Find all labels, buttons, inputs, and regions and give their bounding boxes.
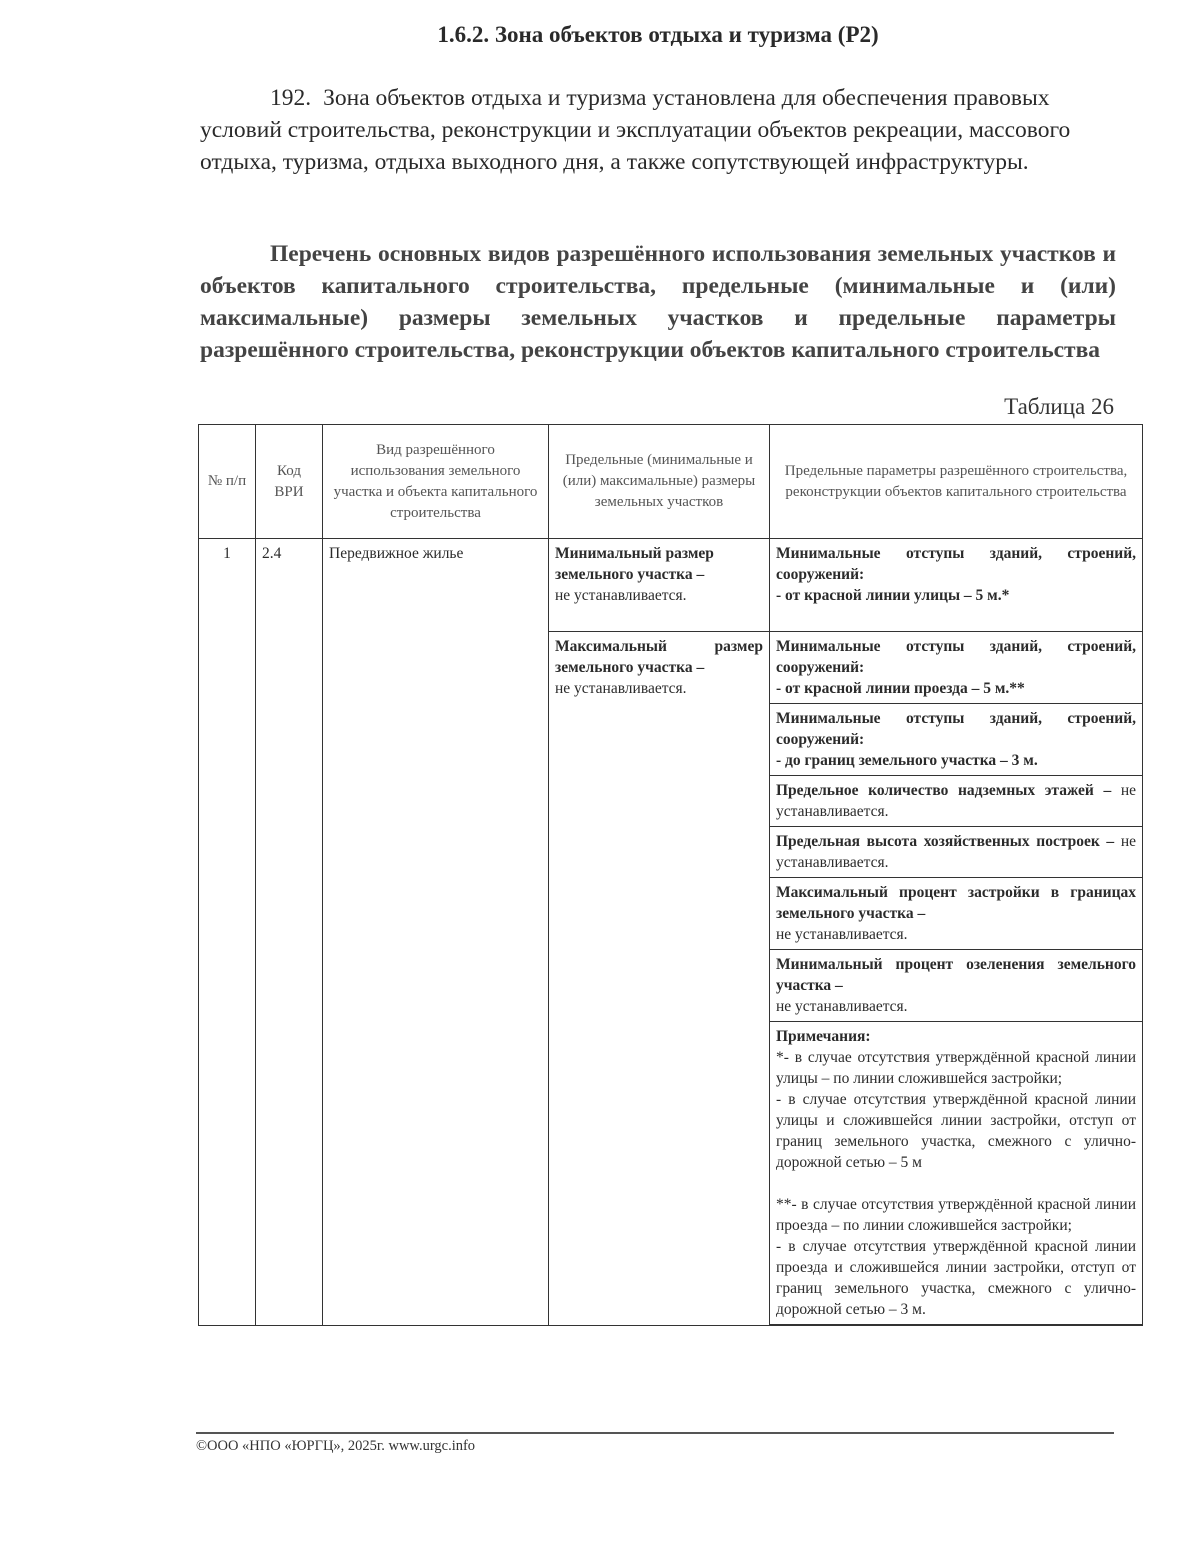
param-label: Предельное количество надземных этажей –	[776, 782, 1112, 799]
notes-title: Примечания:	[776, 1028, 871, 1045]
max-size-value: не устанавливается.	[555, 680, 687, 697]
note-item: **- в случае отсутствия утверждённой красной линии проезда – по линии сложившейся застройки;	[776, 1196, 1136, 1234]
cell-code: 2.4	[256, 539, 323, 1326]
header-kind: Вид разрешённого использования земельного участка и объекта капитального строительства	[323, 425, 549, 539]
header-sizes: Предельные (минимальные и (или) максимальные) размеры земельных участков	[549, 425, 770, 539]
param-label: Предельная высота хозяйственных построек –	[776, 833, 1115, 850]
param-floors	[770, 776, 1143, 827]
list-title: Перечень основных видов разрешённого использования земельных участков и объектов капитального строительства, предельные (минимальные и (или) максимальные) размеры земельных участков и предельные параметры разрешённого строительства, реконструкции объектов капитального строительства	[200, 241, 1116, 363]
paragraph-192	[200, 82, 1116, 178]
param-value: не устанавливается.	[776, 926, 908, 943]
footer-divider	[196, 1432, 1114, 1434]
min-size-label: Минимальный размер земельного участка –	[555, 545, 714, 583]
regulations-table	[198, 424, 1143, 1326]
note-item: - в случае отсутствия утверждённой красной линии улицы и сложившейся линии застройки, отступ от границ земельного участка, смежного с улично-дорожной сетью – 5 м	[776, 1091, 1136, 1171]
spacer-cell	[770, 1325, 1143, 1326]
note-item: *- в случае отсутствия утверждённой красной линии улицы – по линии сложившейся застройки;	[776, 1049, 1136, 1087]
param-label: Минимальные отступы зданий, строений, сооружений:	[776, 638, 1136, 676]
page-footer: ©ООО «НПО «ЮРГЦ», 2025г. www.urgc.info	[196, 1438, 476, 1454]
note-item: - в случае отсутствия утверждённой красной линии проезда и сложившейся линии застройки, отступ от границ земельного участка, смежного с улично-дорожной сетью – 3 м.	[776, 1238, 1136, 1318]
header-num: № п/п	[199, 425, 256, 539]
param-label: Минимальный процент озеленения земельного участка –	[776, 956, 1136, 994]
table-caption: Таблица 26	[1004, 394, 1114, 419]
param-value: не устанавливается.	[776, 782, 1137, 820]
cell-max-size	[549, 632, 770, 1326]
notes-cell	[770, 1022, 1143, 1325]
param-label: Минимальные отступы зданий, строений, сооружений:	[776, 710, 1136, 748]
min-size-value: не устанавливается.	[555, 587, 687, 604]
param-label: Максимальный процент застройки в границах земельного участка –	[776, 884, 1136, 922]
section-heading: 1.6.2. Зона объектов отдыха и туризма (Р2)	[437, 22, 879, 47]
paragraph-number: 192.	[270, 85, 312, 111]
cell-num: 1	[199, 539, 256, 1326]
param-value: не устанавливается.	[776, 998, 908, 1015]
param-value: не устанавливается.	[776, 833, 1136, 871]
param-label: Минимальные отступы зданий, строений, сооружений:	[776, 545, 1136, 583]
cell-kind: Передвижное жилье	[323, 539, 549, 1326]
param-value: - до границ земельного участка – 3 м.	[776, 752, 1038, 769]
param-value: - от красной линии проезда – 5 м.**	[776, 680, 1025, 697]
paragraph-text: Зона объектов отдыха и туризма установлена для обеспечения правовых условий строительства, реконструкции и эксплуатации объектов рекреации, массового отдыха, туризма, отдыха выходного дня, а также сопутствующей инфраструктуры.	[200, 85, 1071, 175]
param-max-coverage	[770, 878, 1143, 950]
cell-min-size	[549, 539, 770, 632]
param-min-greenery	[770, 950, 1143, 1022]
table-header-row	[199, 425, 1143, 539]
param-setback-driveway	[770, 632, 1143, 704]
header-code: Код ВРИ	[256, 425, 323, 539]
max-size-label: Максимальный размер земельного участка –	[555, 638, 763, 676]
note-spacer	[776, 1173, 1136, 1194]
param-outbuilding-height	[770, 827, 1143, 878]
param-value: - от красной линии улицы – 5 м.*	[776, 587, 1010, 604]
table-row	[199, 539, 1143, 632]
param-setback-street	[770, 539, 1143, 632]
header-params: Предельные параметры разрешённого строительства, реконструкции объектов капитального строительства	[770, 425, 1143, 539]
param-setback-boundary	[770, 704, 1143, 776]
